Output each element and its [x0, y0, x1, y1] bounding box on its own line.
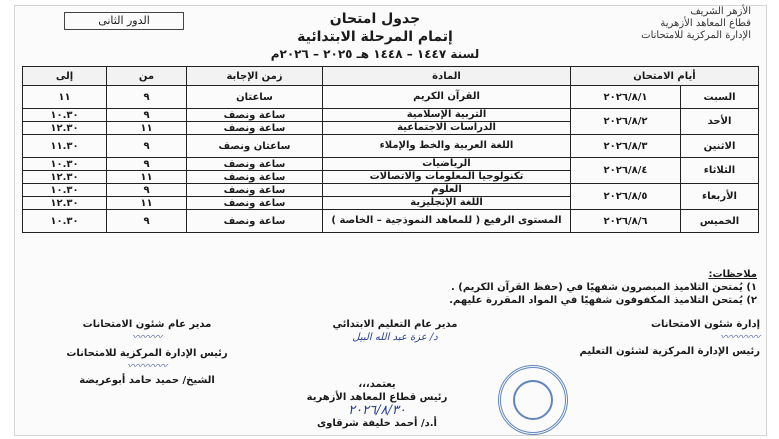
day-cell: السبت: [681, 86, 759, 109]
handwritten-signature: 〰〰〰: [132, 332, 162, 343]
table-row: [23, 158, 759, 171]
table-header-row: [23, 67, 759, 86]
org-line: الأزهر الشريف: [690, 6, 751, 17]
exam-schedule-table: [22, 66, 759, 233]
to-cell: ١٠.٣٠: [23, 109, 107, 122]
signature-role: رئيس الإدارة المركزية لشئون التعليم: [579, 346, 760, 357]
date-cell: ٢٠٢٦/٨/١: [571, 86, 681, 109]
approval-name: أ.د/ أحمد خليفة شرقاوى: [317, 418, 437, 429]
notes-section: [237, 268, 757, 307]
to-cell: ١١: [23, 86, 107, 109]
date-cell: ٢٠٢٦/٨/٢: [571, 109, 681, 135]
subject-cell: اللغة العربية والخط والإملاء: [323, 135, 571, 158]
day-cell: الخميس: [681, 210, 759, 233]
eagle-emblem-icon: [513, 380, 553, 420]
to-cell: ١٠.٣٠: [23, 210, 107, 233]
approval-role: رئيس قطاع المعاهد الأزهرية: [306, 392, 448, 403]
date-cell: ٢٠٢٦/٨/٤: [571, 158, 681, 184]
notes-heading: ملاحظات:: [708, 269, 757, 280]
to-cell: ١٠.٣٠: [23, 184, 107, 197]
subject-cell: العلوم: [323, 184, 571, 197]
duration-cell: ساعتان ونصف: [187, 135, 323, 158]
from-cell: ٩: [107, 86, 187, 109]
table-row: [23, 135, 759, 158]
org-line: قطاع المعاهد الأزهرية: [660, 18, 751, 29]
subject-cell: الدراسات الاجتماعية: [323, 122, 571, 135]
date-cell: ٢٠٢٦/٨/٦: [571, 210, 681, 233]
from-cell: ٩: [107, 109, 187, 122]
header-to: إلى: [23, 67, 107, 86]
signature-title: مدير عام شئون الامتحانات: [82, 319, 212, 330]
signature-name: الشيخ/ حميد حامد أبوعريضة: [79, 375, 215, 386]
doc-subtitle: إتمام المرحلة الابتدائية: [297, 29, 453, 45]
subject-cell: المستوى الرفيع ( للمعاهد النموذجية – الخاصة ): [323, 210, 571, 233]
subject-cell: الرياضيات: [323, 158, 571, 171]
signature-right: [530, 318, 760, 358]
handwritten-signature: 〰〰〰〰: [720, 332, 760, 343]
note-item: ٢) يُمتحن التلاميذ المكفوفون شفهيًا في المواد المقررة عليهم.: [449, 295, 757, 306]
from-cell: ٩: [107, 210, 187, 233]
from-cell: ٩: [107, 184, 187, 197]
date-cell: ٢٠٢٦/٨/٣: [571, 135, 681, 158]
duration-cell: ساعة ونصف: [187, 158, 323, 171]
to-cell: ١١.٣٠: [23, 135, 107, 158]
signature-title: إدارة شئون الامتحانات: [651, 319, 760, 330]
duration-cell: ساعة ونصف: [187, 184, 323, 197]
org-header: [601, 6, 751, 42]
day-cell: الثلاثاء: [681, 158, 759, 184]
doc-title: جدول امتحان: [329, 11, 421, 27]
to-cell: ١٢.٣٠: [23, 122, 107, 135]
title-block: [210, 10, 540, 63]
signature-handwritten-name: د/ عزة عبد الله البيل: [352, 332, 438, 343]
note-item: ١) يُمتحن التلاميذ المبصرون شفهيًا في (حفظ القرآن الكريم) .: [450, 282, 757, 293]
duration-cell: ساعة ونصف: [187, 197, 323, 210]
table-row: [23, 86, 759, 109]
handwritten-date: 〰〰〰〰: [127, 361, 167, 372]
from-cell: ٩: [107, 158, 187, 171]
header-duration: زمن الإجابة: [187, 67, 323, 86]
doc-year: لسنة ١٤٤٧ – ١٤٤٨ هـ ٢٠٢٥ – ٢٠٢٦م: [270, 47, 480, 61]
day-cell: الاثنين: [681, 135, 759, 158]
from-cell: ١١: [107, 197, 187, 210]
to-cell: ١٢.٣٠: [23, 197, 107, 210]
approval-block: [262, 378, 492, 430]
signature-role: رئيس الإدارة المركزية للامتحانات: [66, 348, 228, 359]
org-line: الإدارة المركزية للامتحانات: [641, 30, 751, 41]
subject-cell: التربية الإسلامية: [323, 109, 571, 122]
subject-cell: تكنولوجيا المعلومات والاتصالات: [323, 171, 571, 184]
header-subject: المادة: [323, 67, 571, 86]
round-label: الدور الثانى: [64, 12, 184, 30]
to-cell: ١٠.٣٠: [23, 158, 107, 171]
date-cell: ٢٠٢٦/٨/٥: [571, 184, 681, 210]
day-cell: الأحد: [681, 109, 759, 135]
official-stamp: [498, 365, 568, 435]
to-cell: ١٢.٣٠: [23, 171, 107, 184]
duration-cell: ساعتان: [187, 86, 323, 109]
duration-cell: ساعة ونصف: [187, 210, 323, 233]
duration-cell: ساعة ونصف: [187, 109, 323, 122]
signature-middle: [300, 318, 490, 344]
from-cell: ٩: [107, 135, 187, 158]
from-cell: ١١: [107, 122, 187, 135]
table-row: [23, 109, 759, 122]
table-row: [23, 210, 759, 233]
subject-cell: القرآن الكريم: [323, 86, 571, 109]
header-from: من: [107, 67, 187, 86]
signature-title: مدير عام التعليم الابتدائي: [332, 319, 458, 330]
header-days: أيام الامتحان: [571, 67, 759, 86]
signature-left: [52, 318, 242, 387]
day-cell: الأربعاء: [681, 184, 759, 210]
subject-cell: اللغة الإنجليزية: [323, 197, 571, 210]
approval-date: ٢٠٢٦/٨/٣٠: [348, 403, 406, 418]
table-row: [23, 184, 759, 197]
duration-cell: ساعة ونصف: [187, 122, 323, 135]
duration-cell: ساعة ونصف: [187, 171, 323, 184]
approval-label: يعتمد،،،: [358, 379, 396, 390]
from-cell: ١١: [107, 171, 187, 184]
